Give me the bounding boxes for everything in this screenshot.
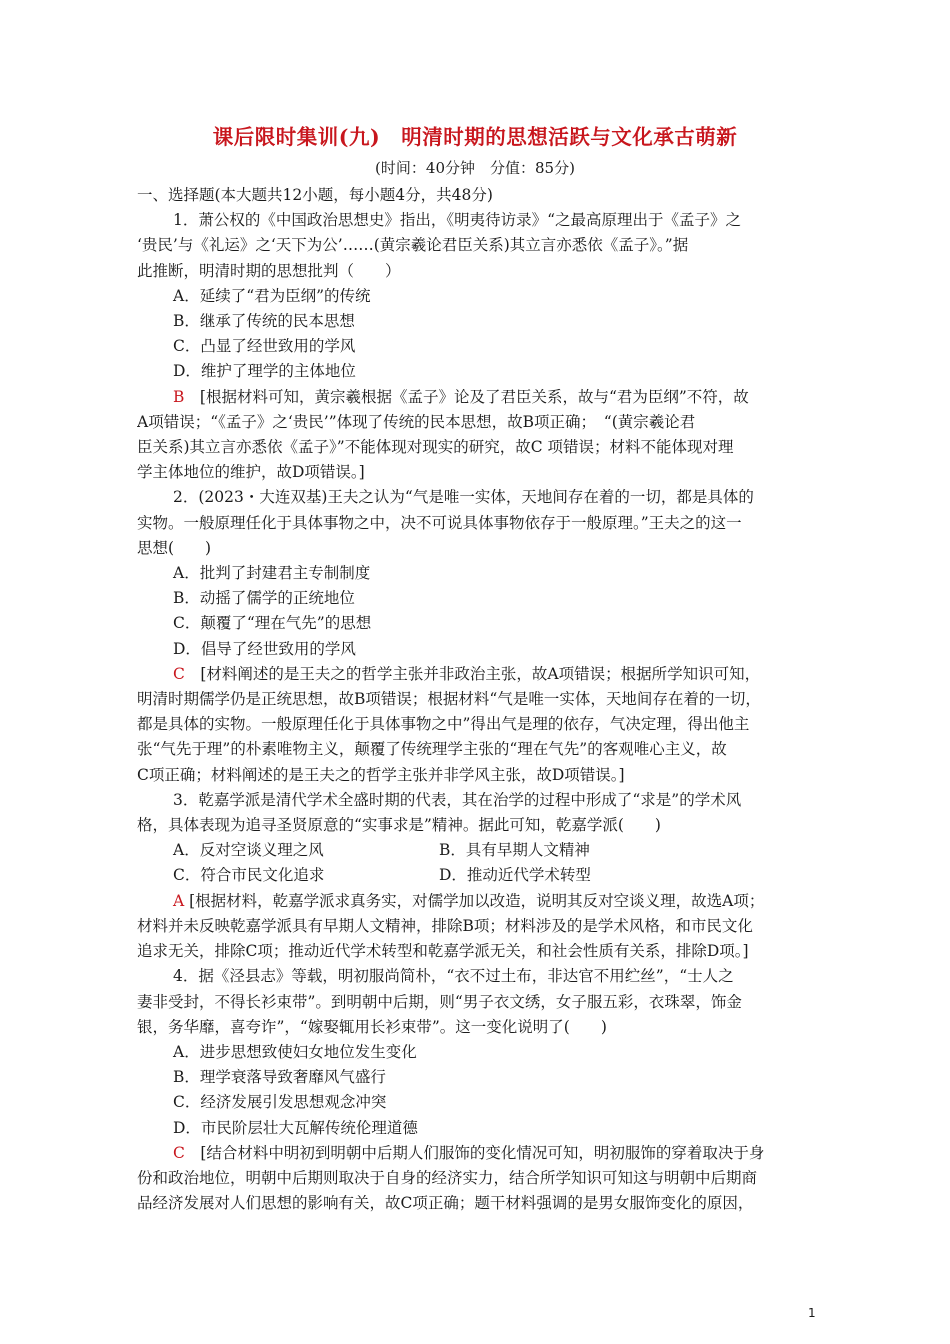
question-2-explanation: 都是具体的实物。一般原理任化于具体事物之中”得出气是理的依存，气决定理，得出他主 — [137, 715, 750, 734]
question-2-stem: 2．(2023・大连双基)王夫之认为“气是唯一实体，天地间存在着的一切，都是具体的 — [173, 488, 754, 507]
question-3-stem: 3．乾嘉学派是清代学术全盛时期的代表，其在治学的过程中形成了“求是”的学术风 — [173, 790, 742, 809]
question-1-stem: 此推断，明清时期的思想批判（ ） — [137, 261, 401, 280]
question-1-stem: ‘贵民’与《礼运》之‘天下为公’……(黄宗羲论君臣关系)其立言亦悉依《孟子》。”据 — [137, 236, 689, 255]
question-3-explanation: 追求无关，排除C项；推动近代学术转型和乾嘉学派无关，和社会性质有关系，排除D项。] — [137, 942, 749, 961]
question-1-answer: B — [173, 387, 185, 406]
question-1-option-a: A．延续了“君为臣纲”的传统 — [173, 286, 371, 305]
question-1-explanation: 臣关系)其立言亦悉依《孟子》”不能体现对现实的研究，故C 项错误；材料不能体现对理 — [137, 438, 734, 457]
question-3-stem: 格，具体表现为追寻圣贤原意的“实事求是”精神。据此可知，乾嘉学派( ) — [137, 816, 661, 835]
question-4-answer: C — [173, 1143, 185, 1162]
question-2-explanation: 明清时期儒学仍是正统思想，故B项错误；根据材料“气是唯一实体，天地间存在着的一切， — [137, 690, 761, 709]
question-2-option-a: A．批判了封建君主专制制度 — [173, 564, 371, 583]
question-2-explanation: C项正确；材料阐述的是王夫之的哲学主张并非学风主张，故D项错误。] — [137, 765, 625, 784]
question-2-explanation: 张“气先于理”的朴素唯物主义，颠覆了传统理学主张的“理在气先”的客观唯心主义，故 — [137, 740, 727, 759]
question-2-option-c: C．颠覆了“理在气先”的思想 — [173, 614, 372, 633]
question-2-option-d: D．倡导了经世致用的学风 — [173, 639, 356, 658]
question-1-option-b: B．继承了传统的民本思想 — [173, 312, 355, 331]
question-3-explanation: A [根据材料，乾嘉学派求真务实，对儒学加以改造，说明其反对空谈义理，故选A项； — [173, 891, 765, 910]
question-4-option-d: D．市民阶层壮大瓦解传统伦理道德 — [173, 1118, 418, 1137]
page-number: 1 — [808, 1306, 816, 1320]
question-3-explanation: 材料并未反映乾嘉学派具有早期人文精神，排除B项；材料涉及的是学术风格，和市民文化 — [137, 916, 753, 935]
question-4-stem: 妻非受封，不得长衫束带”。到明朝中后期，则“男子衣文绣，女子服五彩，衣珠翠，饰金 — [137, 992, 742, 1011]
question-3-option-a: A．反对空谈义理之风 — [173, 841, 324, 860]
question-4-stem: 4．据《泾县志》等载，明初服尚简朴，“衣不过土布，非达官不用纻丝”，“士人之 — [173, 967, 734, 986]
question-4-option-b: B．理学衰落导致奢靡风气盛行 — [173, 1068, 386, 1087]
page-title: 课后限时集训(九) 明清时期的思想活跃与文化承古萌新 — [212, 125, 738, 149]
question-2-option-b: B．动摇了儒学的正统地位 — [173, 589, 355, 608]
question-2-explanation: C [材料阐述的是王夫之的哲学主张并非政治主张，故A项错误；根据所学知识可知， — [173, 664, 761, 683]
document-body — [137, 183, 819, 1216]
question-4-explanation: 份和政治地位，明朝中后期则取决于自身的经济实力，结合所学知识可知这与明朝中后期商 — [137, 1168, 758, 1187]
section-heading: 一、选择题(本大题共12小题，每小题4分，共48分) — [137, 186, 493, 204]
question-4-option-a: A．进步思想致使妇女地位发生变化 — [173, 1042, 417, 1061]
question-1-option-d: D．维护了理学的主体地位 — [173, 362, 356, 381]
question-4-explanation: 品经济发展对人们思想的影响有关，故C项正确；题干材料强调的是男女服饰变化的原因， — [137, 1194, 754, 1213]
question-2-stem: 实物。一般原理任化于具体事物之中，决不可说具体事物依存于一般原理。”王夫之的这一 — [137, 513, 742, 532]
question-3-options-row-1 — [137, 838, 819, 863]
question-4-explanation: C [结合材料中明初到明朝中后期人们服饰的变化情况可知，明初服饰的穿着取决于身 — [173, 1143, 765, 1162]
question-1-explanation: 学主体地位的维护，故D项错误。] — [137, 463, 365, 482]
question-3-option-d: D．推动近代学术转型 — [439, 866, 591, 885]
question-1-option-c: C．凸显了经世致用的学风 — [173, 337, 356, 356]
question-3-options-row-2 — [137, 863, 819, 888]
question-3-option-c: C．符合市民文化追求 — [173, 866, 325, 885]
question-1-stem: 1．萧公权的《中国政治思想史》指出，《明夷待访录》“之最高原理出于《孟子》之 — [173, 211, 742, 230]
question-2-answer: C — [173, 664, 185, 683]
question-1-explanation: A项错误；“《孟子》之‘贵民’”体现了传统的民本思想，故B项正确； “(黄宗羲论君 — [137, 412, 696, 431]
question-2-stem: 思想( ) — [137, 538, 212, 557]
question-4-stem: 银，务华靡，喜夸诈”，“嫁娶辄用长衫束带”。这一变化说明了( ) — [137, 1017, 607, 1036]
question-1-explanation: B [根据材料可知，黄宗羲根据《孟子》论及了君臣关系，故与“君为臣纲”不符，故 — [173, 387, 749, 406]
question-3-answer: A — [173, 891, 185, 910]
question-3-option-b: B．具有早期人文精神 — [439, 841, 590, 860]
time-score-line: (时间：40分钟 分值：85分) — [375, 159, 575, 177]
question-4-option-c: C．经济发展引发思想观念冲突 — [173, 1093, 387, 1112]
